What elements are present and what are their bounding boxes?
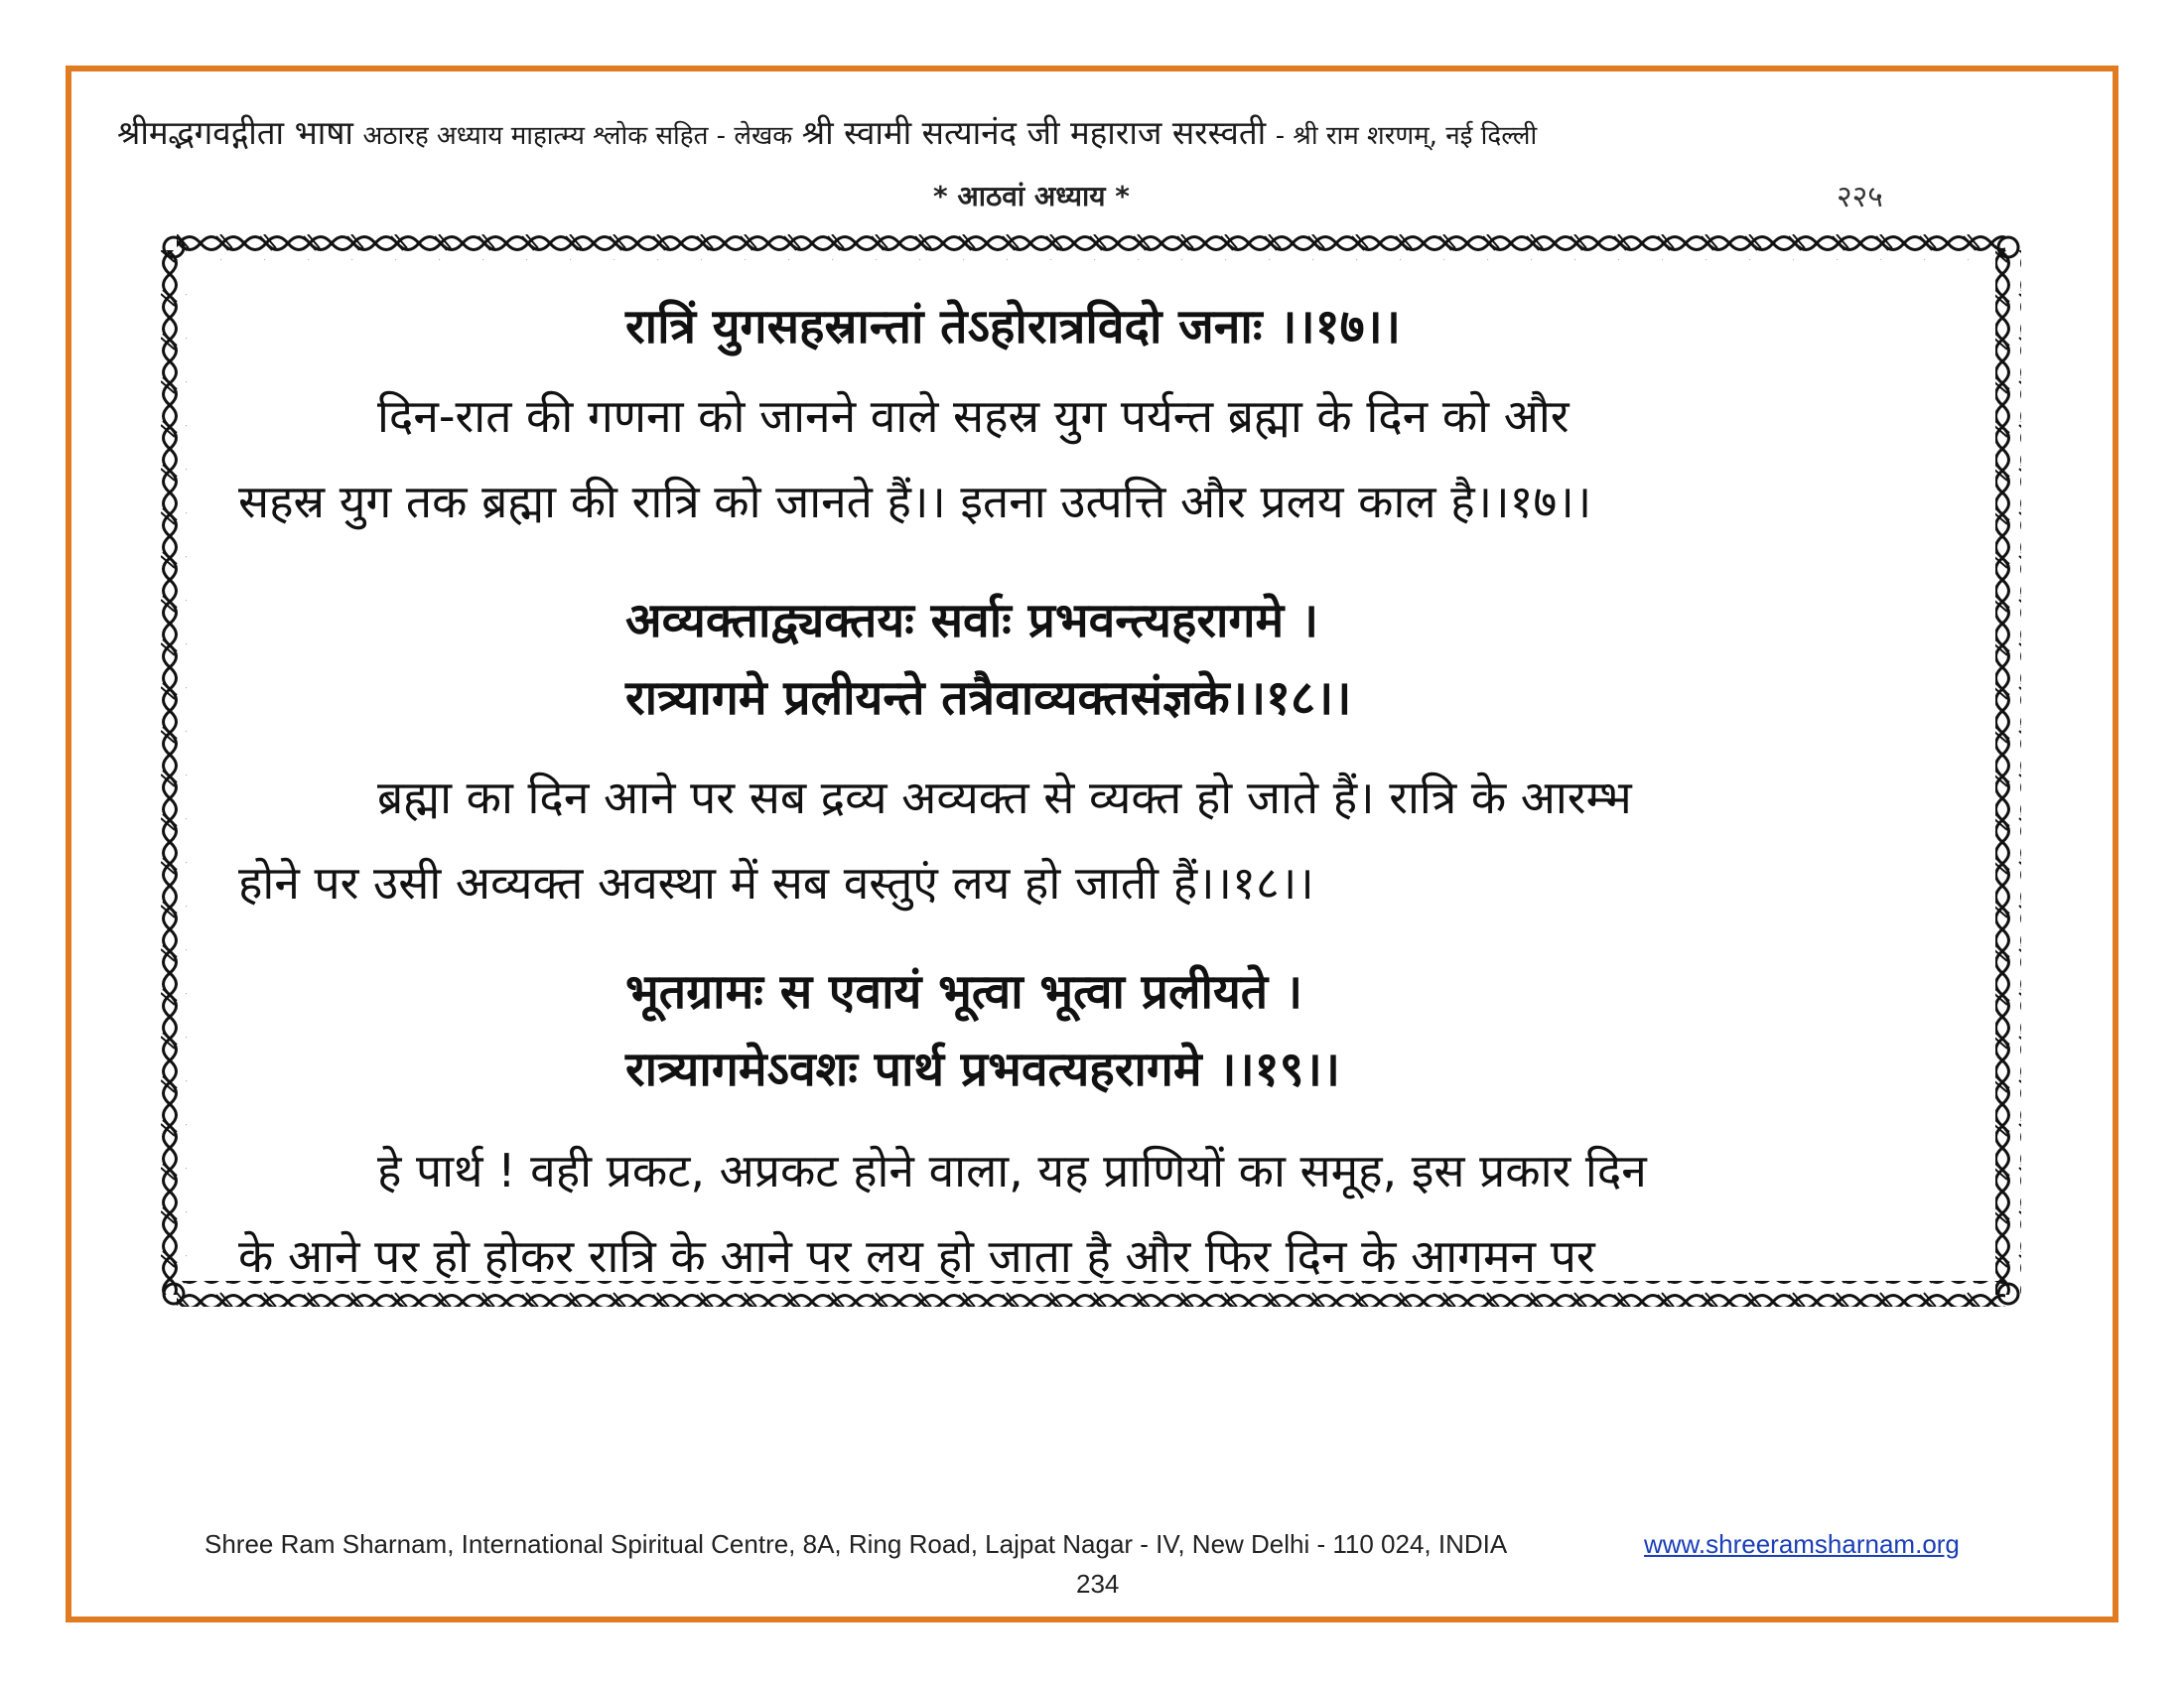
footer-address: Shree Ram Sharnam, International Spiritual Centre, 8A, Ring Road, Lajpat Nagar - IV, New Delhi - 110 024, INDIA — [205, 1529, 1508, 1559]
scan-page-number: २२५ — [1837, 180, 1883, 214]
prose-17-line-1: दिन-रात की गणना को जानने वाले सहस्र युग पर्यन्त ब्रह्मा के दिन को और — [377, 389, 1570, 443]
header-subtitle: अठारह अध्याय माहात्म्य श्लोक सहित - लेखक — [362, 121, 793, 151]
prose-18-line-1: ब्रह्मा का दिन आने पर सब द्रव्य अव्यक्त से व्यक्त हो जाते हैं। रात्रि के आरम्भ — [377, 771, 1632, 824]
prose-17-line-2: सहस्र युग तक ब्रह्मा की रात्रि को जानते हैं।। इतना उत्पत्ति और प्रलय काल है।।१७।। — [238, 475, 1592, 528]
verse-19-line-1: भूतग्रामः स एवायं भूत्वा भूत्वा प्रलीयते । — [625, 964, 1303, 1020]
header-author: श्री स्वामी सत्यानंद जी महाराज सरस्वती — [801, 113, 1267, 152]
chapter-title: * आठवां अध्याय * — [933, 180, 1130, 212]
header-book-title: श्रीमद्भगवद्गीता भाषा — [117, 113, 353, 152]
footer-website-link[interactable]: www.shreeramsharnam.org — [1644, 1529, 1960, 1559]
footer-page-number: 234 — [1076, 1569, 1120, 1599]
verse-18-line-1: अव्यक्ताद्व्यक्तयः सर्वाः प्रभवन्त्यहरागमे । — [625, 593, 1319, 648]
verse-17: रात्रिं युगसहस्रान्तां तेऽहोरात्रविदो जनाः ।।१७।। — [625, 299, 1401, 354]
header-publisher: - श्री राम शरणम्, नई दिल्ली — [1275, 121, 1538, 151]
prose-18-line-2: होने पर उसी अव्यक्त अवस्था में सब वस्तुएं लय हो जाती हैं।।१८।। — [238, 856, 1314, 910]
prose-19-line-2: के आने पर हो होकर रात्रि के आने पर लय हो जाता है और फिर दिन के आगमन पर — [238, 1229, 1595, 1283]
page-header — [117, 109, 2083, 154]
verse-19-line-2: रात्र्यागमेऽवशः पार्थ प्रभवत्यहरागमे ।।१९।। — [625, 1042, 1340, 1097]
verse-18-line-2: रात्र्यागमे प्रलीयन्ते तत्रैवाव्यक्तसंज्ञके।।१८।। — [625, 670, 1352, 726]
prose-19-line-1: हे पार्थ ! वही प्रकट, अप्रकट होने वाला, यह प्राणियों का समूह, इस प्रकार दिन — [377, 1144, 1647, 1197]
